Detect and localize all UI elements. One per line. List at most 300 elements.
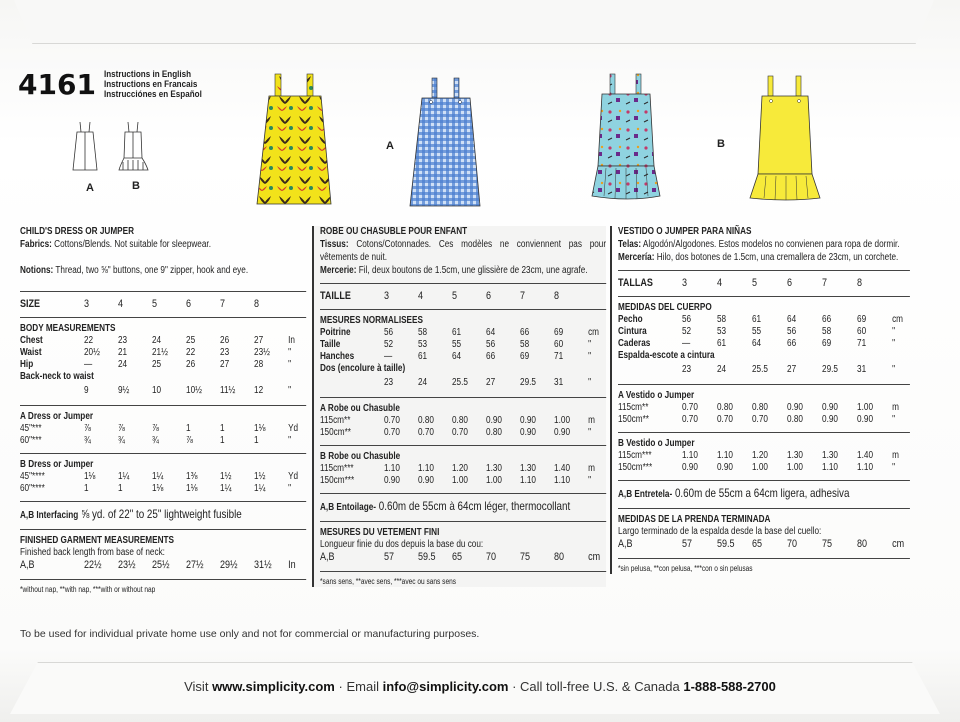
cell: 0.70 [681,402,698,413]
cell: 1.00 [857,402,874,413]
size-label: TAILLE [320,290,351,302]
cell: 71 [857,338,867,349]
cell: 1 [220,435,225,446]
row-label: Cintura [618,326,647,337]
size-8: 8 [254,298,260,310]
cell: 75 [822,538,833,550]
cell: 28 [254,359,264,370]
cell: 1¼ [117,471,130,482]
cell: 1.10 [383,463,400,474]
cell: 25½ [151,559,170,571]
body-measurements-title: MEDIDAS DEL CUERPO [618,302,712,313]
cell: 1.30 [486,463,502,474]
english-title: CHILD'S DRESS OR JUMPER [20,226,135,237]
unit: " [892,462,895,473]
cell: ⅞ [186,435,193,446]
pattern-header [18,68,219,101]
cell: 9 [83,385,89,396]
view-b-yardage [20,471,306,495]
cell: 1½ [254,471,266,482]
cell: 1.00 [554,415,571,426]
interfacing-row [320,499,606,515]
cell: 61 [451,327,462,338]
unit: " [588,427,591,438]
cell: 1.20 [451,463,468,474]
gingham-dress-illustration [404,72,484,208]
notions-label: Mercerie: [320,265,357,276]
contact-line [0,679,960,694]
cell: 1.40 [554,463,571,474]
french-footnote: *sans sens, **avec sens, ***avec ou sans sens [320,577,457,586]
cell: 66 [787,338,797,349]
cell: 80 [857,538,868,550]
unit: cm [588,551,601,563]
size: 4 [417,290,423,302]
size-3: 3 [83,298,89,310]
cell: 12 [254,385,264,396]
view-a-yardage [320,415,606,439]
row-label: Chest [20,335,43,346]
size: 3 [383,290,389,302]
size: 7 [520,290,526,302]
spanish-notions [618,251,910,264]
body-measurements-table [20,335,306,371]
separator: · [512,679,517,694]
body-measurements-table [320,327,606,363]
cell: 21½ [151,347,168,358]
unit: In [288,335,295,346]
size: 7 [822,277,828,289]
visit-label: Visit [184,679,209,694]
interfacing-row [618,486,910,502]
unit: Yd [288,423,299,434]
interfacing-label: A,B Entretela- [618,489,673,500]
cell: 1 [254,435,259,446]
back-neck-row [618,364,910,376]
cell: 64 [486,327,496,338]
cell: 69 [554,327,564,338]
interfacing-label: A,B Interfacing [20,510,79,521]
cell: ⅞ [151,423,159,434]
row-label: Poitrine [320,327,351,338]
cell: 25.5 [751,364,768,375]
cell: 22½ [83,559,102,571]
flat-label-b: B [132,180,140,192]
french-title: ROBE OU CHASUBLE POUR ENFANT [320,226,468,237]
cell: 0.80 [486,427,502,438]
size: 6 [486,290,492,302]
cell: 65 [451,551,463,563]
cell: 23 [220,347,230,358]
cell: 69 [520,351,530,362]
cell: 27 [220,359,230,370]
fabrics-label: Fabrics: [20,239,52,250]
spanish-footnote: *sin pelusa, **con pelusa, ***con o sin pelusas [618,564,753,573]
size: 8 [857,277,863,289]
english-notions [20,264,306,277]
cell: 0.80 [787,414,803,425]
row-label: 45"**** [20,471,45,482]
size: 5 [451,290,458,302]
aqua-print-dress-illustration [588,72,668,208]
cell: 0.70 [681,414,698,425]
unit: In [288,559,296,571]
cell: 29.5 [520,377,536,388]
cell: 0.80 [451,415,468,426]
unit: cm [892,314,904,325]
language-list [104,70,202,100]
unit: " [288,385,291,396]
cell: 69 [822,338,832,349]
finished-title: FINISHED GARMENT MEASUREMENTS [20,535,174,546]
cell: 10 [151,385,162,396]
cell: 0.90 [822,414,838,425]
size-label: SIZE [20,298,41,310]
cell: 60 [554,339,564,350]
cell: 55 [751,326,762,337]
cell: 24 [151,335,162,346]
cell: 22 [186,347,196,358]
cell: ⅞ [83,423,91,434]
cell: 0.90 [383,475,400,486]
cell: 55 [451,339,462,350]
cell: 23½ [117,559,136,571]
french-notions [320,264,606,277]
cell: 23 [383,377,394,388]
cell: 25 [186,335,196,346]
cell: 29½ [220,559,238,571]
size-row [20,297,306,311]
french-section [312,226,606,587]
call-label: Call toll-free U.S. & Canada [520,679,680,694]
row-label: A,B [20,559,35,571]
cell: 1.00 [486,475,502,486]
cell: 75 [520,551,531,563]
cell: 0.90 [520,415,536,426]
cell: 21 [117,347,128,358]
cell: 9½ [117,385,130,396]
unit: " [892,414,895,425]
size-5: 5 [151,298,158,310]
row-label: 150cm** [320,427,352,438]
cell: 1.20 [751,450,768,461]
english-section [20,226,306,595]
cell: 60 [857,326,867,337]
interfacing-row [20,507,306,523]
cell: 64 [787,314,797,325]
language-english: Instructions in English [103,68,191,80]
french-fabrics [320,238,606,264]
interfacing-text: ⅝ yd. of 22" to 25" lightweight fusible [81,507,242,521]
cell: 1⅛ [83,471,96,482]
cell: 57 [383,551,395,563]
spanish-title: VESTIDO O JUMPER PARA NIÑAS [618,226,752,237]
cell: ¾ [83,435,91,446]
cell: ¾ [151,435,159,446]
notions-text: Thread, two ⅝" buttons, one 9" zipper, hook and eye. [55,265,249,276]
cell: 52 [681,326,692,337]
cell: 66 [520,327,530,338]
size: 4 [716,277,722,289]
cell: 0.90 [554,427,571,438]
cell: 1.30 [787,450,803,461]
cell: 0.70 [383,415,400,426]
cell: 0.90 [486,415,502,426]
cell: 1.00 [787,462,803,473]
unit: cm [892,538,905,550]
cell: 0.70 [417,427,434,438]
flat-label-a: A [86,182,94,194]
row-label: A,B [618,538,633,550]
unit: " [588,351,591,362]
cell: 25 [151,359,162,370]
flat-sketch-icon [70,118,160,180]
language-french: Instructions en Francais [103,78,198,90]
row-label: 115cm** [618,402,649,413]
cell: 61 [716,338,727,349]
unit: m [588,463,595,474]
cell: 56 [486,339,496,350]
cell: 66 [486,351,496,362]
spanish-fabrics [618,238,910,251]
cell: 20½ [83,347,100,358]
email-label: Email [346,679,379,694]
back-neck-label: Espalda-escote a cintura [618,350,715,361]
cell: 56 [383,327,394,338]
body-measurements-title: BODY MEASUREMENTS [20,323,116,334]
cell: 1.10 [681,450,698,461]
view-a-title: A Vestido o Jumper [618,390,695,401]
cell: 1.00 [751,462,768,473]
unit: " [892,338,895,349]
cell: 58 [417,327,428,338]
email-link[interactable]: info@simplicity.com [382,679,509,694]
finished-row [618,538,910,550]
english-footnote: *without nap, **with nap, ***with or without nap [20,585,156,594]
cell: 0.90 [787,402,803,413]
size: 8 [554,290,560,302]
row-label: 45"*** [20,423,42,434]
unit: m [588,415,595,426]
row-label: Waist [20,347,42,358]
cell: 1⅛ [186,483,198,494]
cell: 11½ [220,385,236,396]
cell: 10½ [186,385,202,396]
view-a-yardage [20,423,306,447]
row-label: Pecho [618,314,643,325]
cell: 0.90 [857,414,874,425]
cell: 71 [554,351,564,362]
cell: 0.90 [681,462,698,473]
cell: 1.00 [451,475,468,486]
size-7: 7 [220,298,226,310]
cell: ⅞ [117,423,125,434]
view-b-yardage [320,463,606,487]
back-neck-row [320,377,606,389]
cell: 31 [554,377,564,388]
unit: cm [588,327,600,338]
row-label: 150cm*** [618,462,653,473]
finished-subtitle: Longueur finie du dos depuis la base du cou: [320,539,484,550]
row-label: 150cm** [618,414,650,425]
cell: 66 [822,314,832,325]
pattern-number: 4161 [18,68,96,101]
website-link[interactable]: www.simplicity.com [212,679,335,694]
row-label: Taille [320,339,341,350]
cell: 1¼ [254,483,266,494]
view-b-title: B Robe ou Chasuble [320,451,401,462]
size-4: 4 [117,298,123,310]
view-b-title: B Dress or Jumper [20,459,94,470]
interfacing-text: 0.60m de 55cm a 64cm ligera, adhesiva [674,486,850,500]
cell: 0.80 [716,402,733,413]
usage-disclaimer: To be used for individual private home use only and not for commercial or manufacturing purposes. [20,628,480,640]
cell: 65 [751,538,763,550]
unit: " [892,326,895,337]
cell: 23½ [254,347,271,358]
cell: 0.80 [417,415,434,426]
size: 3 [681,277,687,289]
row-label: 60"**** [20,483,45,494]
cell: 29.5 [822,364,838,375]
cell: 31 [857,364,867,375]
cell: 26 [186,359,196,370]
row-label: Hanches [320,351,355,362]
cell: 58 [822,326,832,337]
cell: 0.90 [716,462,733,473]
cell: 24 [716,364,727,375]
cell: 22 [83,335,94,346]
cell: 0.90 [520,427,536,438]
cell: 69 [857,314,867,325]
cell: 1 [83,483,89,494]
unit: " [892,364,895,375]
size-label: TALLAS [618,277,653,289]
interfacing-text: 0.60m de 55cm à 64cm léger, thermocollant [378,499,571,513]
finished-row [20,559,306,571]
size-row [320,289,606,303]
cell: 53 [716,326,727,337]
cell: 1.10 [520,475,536,486]
row-label: 150cm*** [320,475,355,486]
cell: 56 [681,314,692,325]
finished-subtitle: Finished back length from base of neck: [20,547,165,558]
row-label: 115cm*** [618,450,652,461]
cell: 1⅛ [151,483,164,494]
cell: 0.70 [451,427,468,438]
cell: 1.10 [554,475,571,486]
cell: 1 [117,483,123,494]
cell: 1.10 [716,450,733,461]
fabrics-text: Cotons/Cotonnades. Ces modèles ne conviennent pas pour vêtements de nuit. [320,239,607,263]
unit: " [288,483,291,494]
cell: 61 [417,351,428,362]
cell: 0.70 [383,427,400,438]
cell: 1.10 [417,463,434,474]
cell: 27½ [186,559,204,571]
language-spanish: Instrucciónes en Español [103,88,202,100]
size: 6 [787,277,793,289]
view-b-title: B Vestido o Jumper [618,438,695,449]
view-a-title: A Dress or Jumper [20,411,94,422]
cell: 1.10 [822,462,838,473]
cell: 1.30 [520,463,536,474]
unit: " [588,339,591,350]
unit: " [288,359,291,370]
row-label: 115cm*** [320,463,354,474]
cell: 23 [117,335,128,346]
cell: 61 [751,314,762,325]
cell: 1½ [220,471,232,482]
unit: m [892,402,899,413]
separator: · [338,679,343,694]
cell: 1 [220,423,225,434]
cell: 1.10 [857,462,874,473]
cell: ¾ [117,435,125,446]
cell: 1⅛ [254,423,266,434]
back-neck-label: Back-neck to waist [20,371,94,382]
cell: 27 [254,335,264,346]
cell: 0.70 [716,414,733,425]
cell: 24 [117,359,128,370]
row-label: Hip [20,359,34,370]
cell: 26 [220,335,230,346]
unit: Yd [288,471,299,482]
cell: 64 [451,351,462,362]
cell: 1.40 [857,450,874,461]
cell: 1¼ [220,483,232,494]
cell: 0.90 [417,475,434,486]
cell: 31½ [254,559,272,571]
cell: 64 [751,338,762,349]
fabrics-label: Tissus: [320,239,349,250]
cell: 70 [787,538,798,550]
unit: " [588,475,591,486]
size-row [618,276,910,290]
phone-number[interactable]: 1-888-588-2700 [683,679,776,694]
cell: — [383,351,393,362]
view-b-yardage [618,450,910,474]
finished-title: MESURES DU VETEMENT FINI [320,527,440,538]
cell: 27 [787,364,797,375]
cell: 23 [681,364,692,375]
cell: 59.5 [417,551,436,563]
cell: 52 [383,339,394,350]
size-6: 6 [186,298,192,310]
cell: 25.5 [451,377,468,388]
flat-sketches [70,118,160,198]
back-neck-row [20,385,306,397]
cell: 57 [681,538,693,550]
finished-subtitle: Largo terminado de la espalda desde la base del cuello: [618,526,822,537]
row-label: 60"*** [20,435,42,446]
finished-row [320,551,606,563]
body-measurements-title: MESURES NORMALISEES [320,315,423,326]
body-measurements-table [618,314,910,350]
view-a-yardage [618,402,910,426]
cell: 27 [486,377,496,388]
cell: 0.70 [751,414,768,425]
cell: 24 [417,377,428,388]
envelope-top-flap [14,0,934,44]
cell: 80 [554,551,565,563]
spanish-section [610,226,910,574]
cell: — [681,338,691,349]
row-label: Caderas [618,338,651,349]
fabrics-label: Telas: [618,239,642,250]
interfacing-label: A,B Entoilage- [320,502,377,513]
cell: 70 [486,551,497,563]
